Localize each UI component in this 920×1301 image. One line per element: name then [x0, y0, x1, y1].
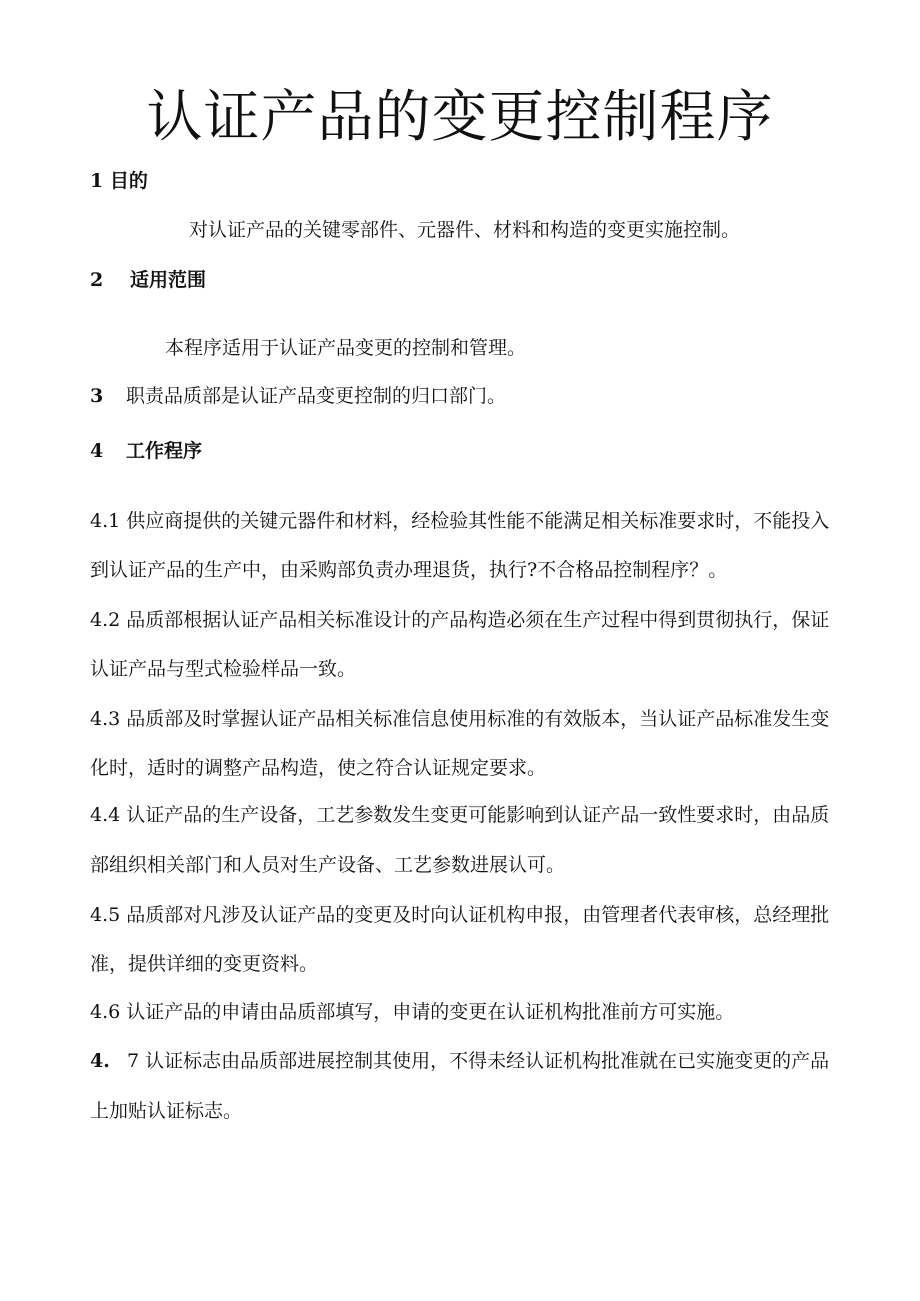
section-2-number: 2	[90, 269, 104, 291]
item-4-4-line-2: 部组织相关部门和人员对生产设备、工艺参数进展认可。	[90, 854, 566, 876]
section-2-body: 本程序适用于认证产品变更的控制和管理。	[165, 337, 527, 359]
item-4-3-line-2: 化时，适时的调整产品构造，使之符合认证规定要求。	[90, 757, 547, 779]
item-4-5-line-1: 4.5 品质部对凡涉及认证产品的变更及时向认证机构申报，由管理者代表审核，总经理批	[90, 904, 830, 926]
section-4-heading: 工作程序	[126, 440, 203, 462]
item-4-1-line-1: 4.1 供应商提供的关键元器件和材料，经检验其性能不能满足相关标准要求时，不能投入	[90, 510, 830, 532]
section-3-body: 职责品质部是认证产品变更控制的归口部门。	[126, 385, 507, 407]
item-4-3-line-1: 4.3 品质部及时掌握认证产品相关标准信息使用标准的有效版本，当认证产品标准发生变	[90, 708, 830, 730]
item-4-1-line-2: 到认证产品的生产中，由采购部负责办理退货，执行?不合格品控制程序？。	[90, 559, 728, 581]
item-4-5-line-2: 准，提供详细的变更资料。	[90, 953, 319, 975]
section-2-heading: 适用范围	[130, 269, 207, 291]
item-4-2-line-1: 4.2 品质部根据认证产品相关标准设计的产品构造必须在生产过程中得到贯彻执行，保证	[90, 609, 830, 631]
section-4-number: 4	[90, 440, 104, 462]
item-4-6-line-1: 4.6 认证产品的申请由品质部填写，申请的变更在认证机构批准前方可实施。	[90, 1001, 735, 1023]
item-4-7-line-1: 7 认证标志由品质部进展控制其使用，不得未经认证机构批准就在已实施变更的产品	[127, 1050, 830, 1072]
item-4-7-line-2: 上加贴认证标志。	[90, 1100, 243, 1122]
section-3-number: 3	[90, 385, 104, 407]
document-title: 认证产品的变更控制程序	[146, 85, 774, 150]
section-1-body: 对认证产品的关键零部件、元器件、材料和构造的变更实施控制。	[189, 219, 741, 241]
item-4-2-line-2: 认证产品与型式检验样品一致。	[90, 658, 357, 680]
section-1-heading: 1 目的	[90, 170, 148, 192]
item-4-7-number: 4.	[90, 1050, 110, 1072]
item-4-4-line-1: 4.4 认证产品的生产设备，工艺参数发生变更可能影响到认证产品一致性要求时，由品质	[90, 804, 830, 826]
